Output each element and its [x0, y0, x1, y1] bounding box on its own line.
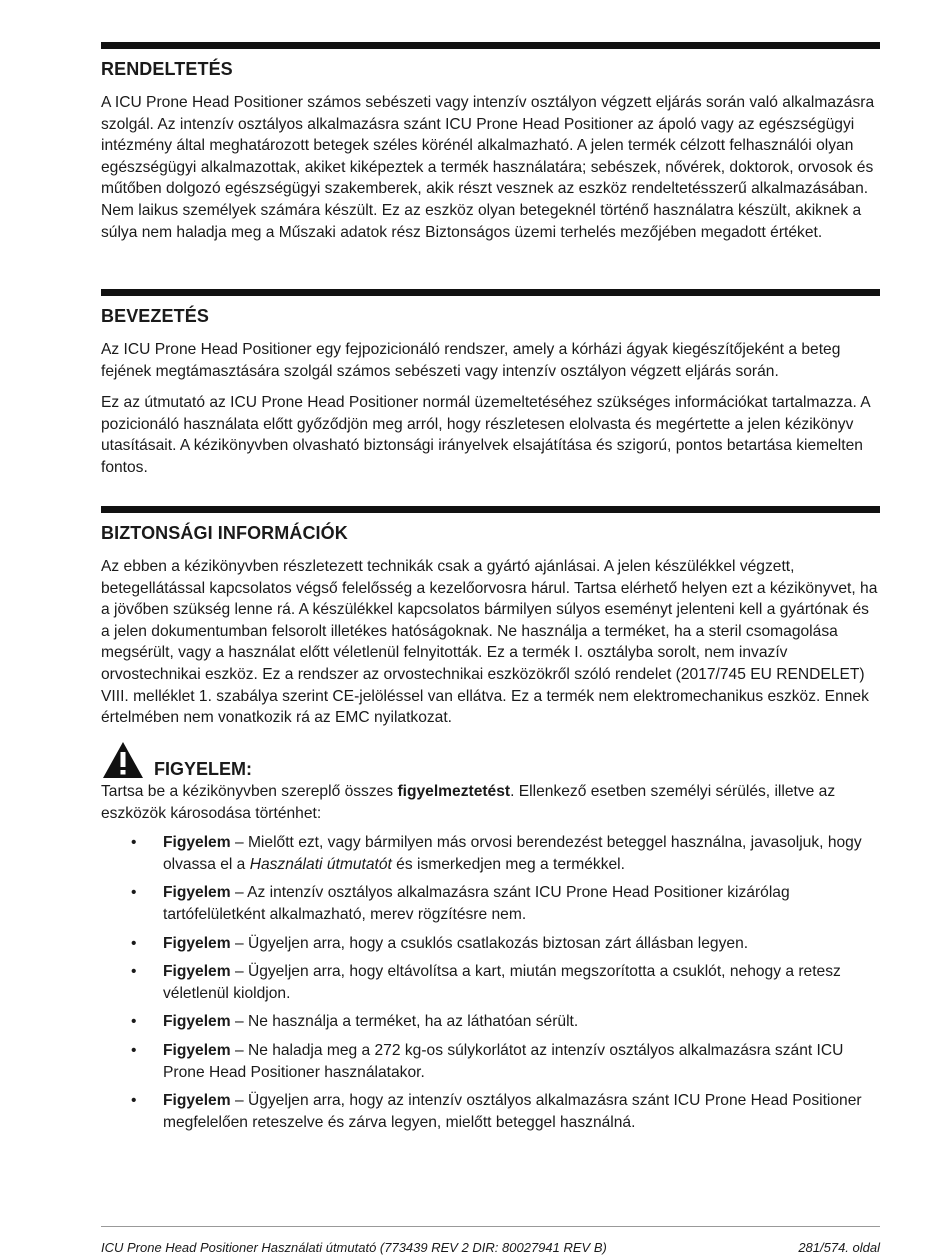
list-item [101, 961, 880, 1004]
warning-text: és ismerkedjen meg a termékkel. [391, 855, 625, 873]
section-paragraph: Ez az útmutató az ICU Prone Head Positioner normál üzemeltetéséhez szükséges információkat tartalmazza. A pozicionáló használata előtt győződjön meg arról, hogy részletesen elolvasta és megértette a jelen kézikönyv utasításait. A kézikönyvben olvasható biztonsági irányelvek elsajátítása és szigorú, pontos betartása kiemelten fontos. [101, 394, 870, 476]
bullet-icon: • [131, 884, 137, 902]
section-title: BEVEZETÉS [101, 306, 209, 326]
section-divider [101, 506, 880, 513]
section-paragraph: Az ICU Prone Head Positioner egy fejpozicionáló rendszer, amely a kórházi ágyak kiegészítőjeként a beteg fejének megtámasztására szolgál számos sebészeti vagy intenzív osztályon végzett eljárás során. [101, 341, 841, 380]
warning-title: FIGYELEM: [154, 759, 252, 779]
warning-list [101, 832, 880, 1133]
warning-label: Figyelem [163, 1092, 231, 1110]
warning-intro [101, 781, 880, 824]
document-page [101, 0, 880, 1260]
bullet-icon: • [131, 1013, 137, 1031]
bullet-icon: • [131, 834, 137, 852]
section-rendeltetes [101, 42, 880, 243]
section-divider [101, 42, 880, 49]
list-item [101, 832, 880, 875]
list-item [101, 1011, 880, 1033]
warning-label: Figyelem [163, 963, 231, 981]
warning-text: – Ügyeljen arra, hogy a csuklós csatlakozás biztosan zárt állásban legyen. [230, 934, 749, 952]
footer-divider [101, 1226, 880, 1227]
warning-header [101, 740, 880, 780]
warning-intro-text: . Ellenkező esetben személyi sérülés, illetve az eszközök károsodása történhet: [101, 783, 836, 822]
bullet-icon: • [131, 934, 137, 952]
section-paragraph: Az ebben a kézikönyvben részletezett technikák csak a gyártó ajánlásai. A jelen készülékkel végzett, betegellátással kapcsolatos végső felelősség a kezelőorvosra hárul. Tartsa elérhető helyen ezt a kézikönyvet, ha a jövőben szükség lenne rá. A készülékkel kapcsolatos bármilyen súlyos eseményt jelenteni kell a gyártónak és a jelen dokumentumban felsorolt illetékes hatóságoknak. Ne használja a terméket, ha a steril csomagolása megsérült, vagy a használat előtt véletlenül felnyitották. Ez a termék I. osztályba sorolt, nem invazív orvostechnikai eszköz. Ez a rendszer az orvostechnikai eszközökről szóló rendelet (2017/745 EU RENDELET) VIII. melléklet 1. szabálya szerint CE-jelöléssel van ellátva. Ez a termék nem elektromechanikus eszköz. Ennek értelmében nem vonatkozik rá az EMC nyilatkozat. [101, 558, 878, 727]
section-title: BIZTONSÁGI INFORMÁCIÓK [101, 523, 348, 543]
page-footer [101, 1240, 880, 1255]
warning-text: – Ne haladja meg a 272 kg-os súlykorlátot az intenzív osztályos alkalmazásra szánt ICU Prone Head Positioner használatakor. [163, 1041, 844, 1081]
manual-reference: Használati útmutatót [249, 855, 392, 873]
list-item [101, 1040, 880, 1083]
warning-label: Figyelem [163, 1041, 231, 1059]
list-item [101, 933, 880, 955]
section-title: RENDELTETÉS [101, 59, 233, 79]
warning-text: – Az intenzív osztályos alkalmazásra szánt ICU Prone Head Positioner kizárólag tartófelületként alkalmazható, merev rögzítésre nem. [163, 884, 790, 923]
warning-text: – Ügyeljen arra, hogy eltávolítsa a kart, miután megszorította a csuklót, nehogy a retesz véletlenül kioldjon. [163, 963, 841, 1002]
section-paragraph: A ICU Prone Head Positioner számos sebészeti vagy intenzív osztályon végzett eljárás során való alkalmazásra szolgál. Az intenzív osztályos alkalmazásra szánt ICU Prone Head Positioner az ápoló vagy az egészségügyi intézmény által meghatározott betegek széles körénél alkalmazható. A jelen termék célzott felhasználói olyan egészségügyi alkalmazottak, akiket kiképeztek a termék használatára; sebészek, nővérek, doktorok, orvosok és műtőben dolgozó egészségügyi szakemberek, akik részt vesznek az eszköz rendeltetésszerű alkalmazásában. Nem laikus személyek számára készült. Ez az eszköz olyan betegeknél történő használatra készült, akiknek a súlya nem haladja meg a Műszaki adatok rész Biztonságos üzemi terhelés mezőjében megadott értéket. [101, 94, 875, 241]
warning-text: – Ne használja a terméket, ha az láthatóan sérült. [230, 1013, 579, 1031]
bullet-icon: • [131, 1092, 137, 1110]
warning-text: – Ügyeljen arra, hogy az intenzív osztályos alkalmazásra szánt ICU Prone Head Positioner megfelelően reteszelve és zárva legyen, mielőtt beteggel használná. [163, 1092, 862, 1131]
bullet-icon: • [131, 963, 137, 981]
section-divider [101, 289, 880, 296]
footer-document-id: ICU Prone Head Positioner Használati útmutató (773439 REV 2 DIR: 80027941 REV B) [101, 1240, 607, 1255]
warning-text: – Mielőtt ezt, vagy bármilyen más orvosi berendezést beteggel használna, javasoljuk, hogy olvassa el a [163, 834, 862, 873]
warning-label: Figyelem [163, 884, 231, 902]
warning-label: Figyelem [163, 934, 231, 952]
warning-intro-text: Tartsa be a kézikönyvben szereplő összes [101, 783, 398, 800]
bullet-icon: • [131, 1041, 137, 1059]
warning-intro-bold: figyelmeztetést [397, 783, 511, 800]
warning-block [101, 740, 880, 1140]
list-item [101, 882, 880, 925]
section-biztonsagi-informaciok [101, 506, 880, 729]
section-bevezetes [101, 289, 880, 479]
warning-label: Figyelem [163, 1013, 231, 1031]
warning-triangle-icon [101, 740, 145, 780]
page-number: 281/574. oldal [798, 1240, 880, 1255]
warning-label: Figyelem [163, 834, 231, 852]
list-item [101, 1090, 880, 1133]
